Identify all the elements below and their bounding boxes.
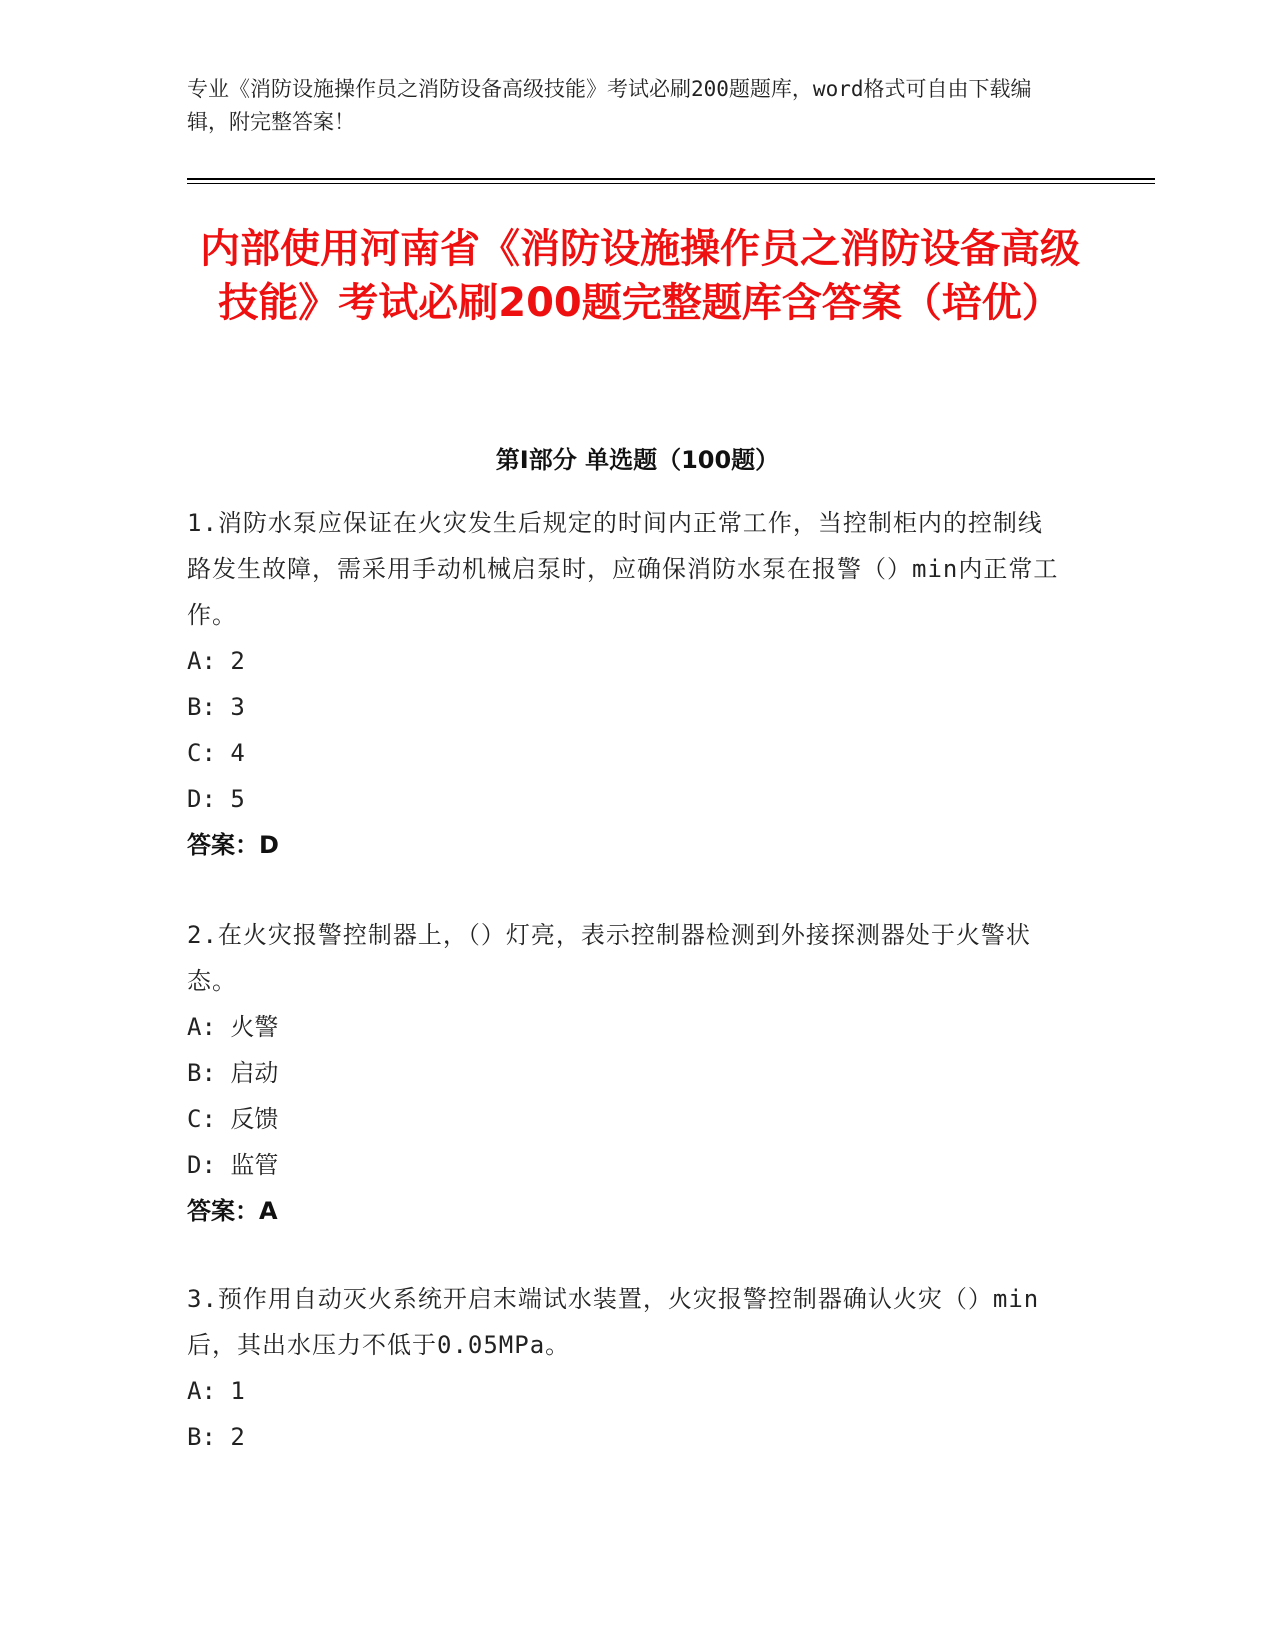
option-c: C: 4 <box>187 739 245 767</box>
question-3 <box>187 1276 1067 1460</box>
option-a: A: 2 <box>187 647 245 675</box>
document-title: 内部使用河南省《消防设施操作员之消防设备高级技能》考试必刷200题完整题库含答案（培优） <box>200 226 1080 326</box>
option-b: B: 启动 <box>187 1059 279 1087</box>
option-b: B: 2 <box>187 1423 245 1451</box>
question-text: 3.预作用自动灭火系统开启末端试水装置，火灾报警控制器确认火灾（）min后，其出水压力不低于0.05MPa。 <box>187 1285 1040 1359</box>
option-a: A: 火警 <box>187 1013 279 1041</box>
answer: 答案：D <box>187 831 279 859</box>
option-b: B: 3 <box>187 693 245 721</box>
option-d: D: 5 <box>187 785 245 813</box>
question-text: 1.消防水泵应保证在火灾发生后规定的时间内正常工作，当控制柜内的控制线路发生故障，需采用手动机械启泵时，应确保消防水泵在报警（）min内正常工作。 <box>187 509 1059 629</box>
section-heading: 第I部分 单选题（100题） <box>495 446 780 474</box>
option-a: A: 1 <box>187 1377 245 1405</box>
header-divider-thick <box>187 178 1155 180</box>
question-1 <box>187 500 1067 868</box>
header-divider-thin <box>187 183 1155 184</box>
header-note: 专业《消防设施操作员之消防设备高级技能》考试必刷200题题库，word格式可自由下载编辑，附完整答案！ <box>187 77 1032 134</box>
option-c: C: 反馈 <box>187 1105 279 1133</box>
question-text: 2.在火灾报警控制器上，（）灯亮，表示控制器检测到外接探测器处于火警状态。 <box>187 921 1031 995</box>
question-2 <box>187 912 1067 1234</box>
option-d: D: 监管 <box>187 1151 279 1179</box>
answer: 答案：A <box>187 1197 278 1225</box>
